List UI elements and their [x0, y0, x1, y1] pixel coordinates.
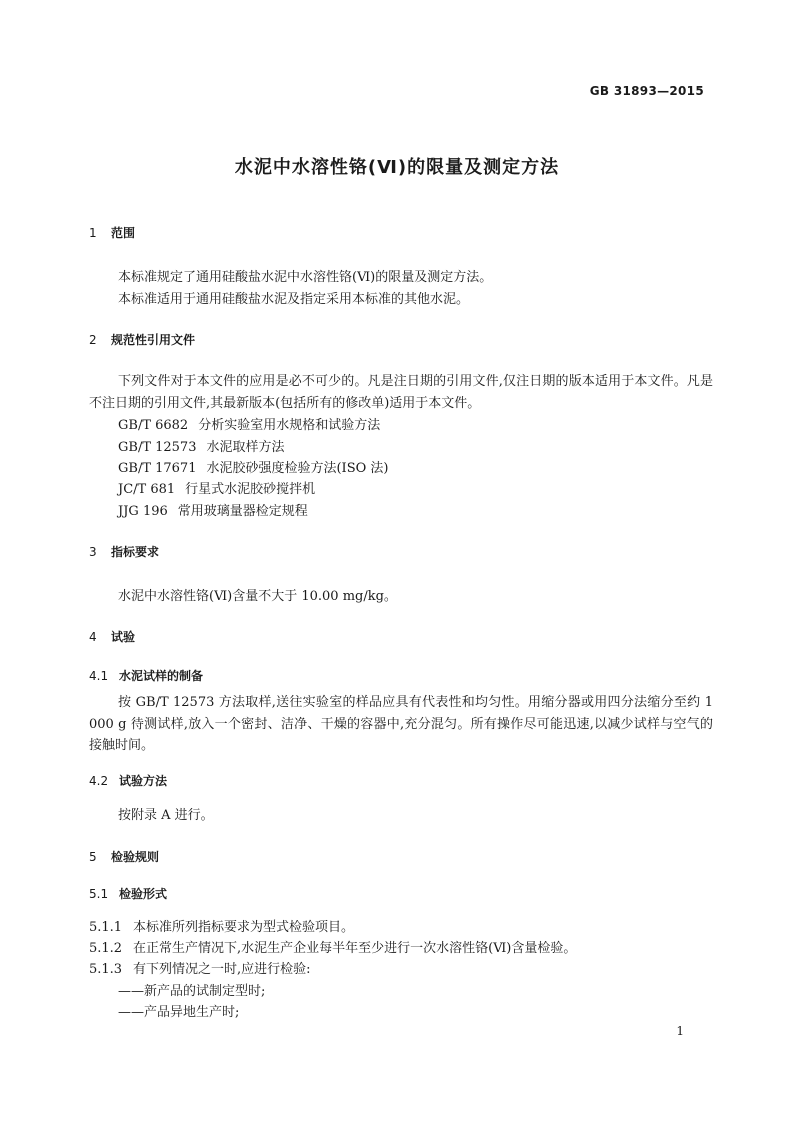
subsection-title: 检验形式 — [119, 887, 168, 901]
paragraph: 按附录 A 进行。 — [118, 808, 214, 823]
reference-code: JC/T 681 — [118, 482, 176, 497]
clause-number: 5.1.2 — [89, 941, 123, 956]
paragraph: 按 GB/T 12573 方法取样,送往实验室的样品应具有代表性和均匀性。用缩分器或用四分法缩分至约 1 000 g 待测试样,放入一个密封、洁净、干燥的容器中,充分混匀。所有操作尽可能迅速,以减少试样与空气的接触时间。 — [89, 695, 713, 753]
section-title: 指标要求 — [111, 545, 160, 559]
section-5-heading — [89, 848, 159, 865]
subsection-title: 试验方法 — [119, 774, 168, 788]
clause-number: 5.1.3 — [89, 962, 123, 977]
clause-number: 5.1.1 — [89, 920, 123, 935]
section-number: 2 — [89, 333, 97, 347]
section-number: 3 — [89, 545, 97, 559]
reference-title: 水泥胶砂强度检验方法(ISO 法) — [206, 461, 389, 476]
reference-code: GB/T 6682 — [118, 418, 189, 433]
subsection-4-1-heading — [89, 667, 203, 684]
clause-item — [89, 958, 311, 977]
reference-item — [118, 414, 380, 433]
standard-code: GB 31893—2015 — [589, 84, 704, 98]
section-1-heading — [89, 224, 135, 241]
subsection-number: 5.1 — [89, 887, 109, 901]
reference-item — [118, 478, 315, 497]
section-4-heading — [89, 628, 135, 645]
paragraph: 本标准适用于通用硅酸盐水泥及指定采用本标准的其他水泥。 — [118, 292, 470, 307]
clause-text: 有下列情况之一时,应进行检验: — [133, 962, 311, 977]
section-number: 5 — [89, 850, 97, 864]
section-3-heading — [89, 543, 159, 560]
subsection-number: 4.1 — [89, 669, 109, 683]
paragraph: 水泥中水溶性铬(Ⅵ)含量不大于 10.00 mg/kg。 — [118, 589, 397, 604]
reference-item — [118, 457, 388, 476]
section-title: 规范性引用文件 — [111, 333, 196, 347]
reference-code: GB/T 17671 — [118, 461, 197, 476]
reference-title: 常用玻璃量器检定规程 — [177, 504, 308, 519]
section-title: 范围 — [111, 226, 136, 240]
subsection-number: 4.2 — [89, 774, 109, 788]
subsection-title: 水泥试样的制备 — [119, 669, 204, 683]
section-title: 检验规则 — [111, 850, 160, 864]
section-number: 4 — [89, 630, 97, 644]
clause-item — [89, 916, 354, 935]
reference-code: GB/T 12573 — [118, 440, 197, 455]
reference-title: 分析实验室用水规格和试验方法 — [198, 418, 381, 433]
section-number: 1 — [89, 226, 97, 240]
paragraph: 下列文件对于本文件的应用是必不可少的。凡是注日期的引用文件,仅注日期的版本适用于本文件。凡是不注日期的引用文件,其最新版本(包括所有的修改单)适用于本文件。 — [89, 374, 713, 411]
subsection-5-1-heading — [89, 885, 167, 902]
reference-title: 水泥取样方法 — [206, 440, 285, 455]
reference-title: 行星式水泥胶砂搅拌机 — [185, 482, 316, 497]
reference-item — [118, 500, 308, 519]
page-number: 1 — [676, 1024, 684, 1038]
section-title: 试验 — [111, 630, 136, 644]
section-2-heading — [89, 331, 195, 348]
clause-text: 本标准所列指标要求为型式检验项目。 — [133, 920, 355, 935]
reference-code: JJG 196 — [118, 504, 168, 519]
clause-text: 在正常生产情况下,水泥生产企业每半年至少进行一次水溶性铬(Ⅵ)含量检验。 — [133, 941, 577, 956]
reference-item — [118, 436, 285, 455]
paragraph: 本标准规定了通用硅酸盐水泥中水溶性铬(Ⅵ)的限量及测定方法。 — [118, 270, 493, 285]
dash-list-item: ——产品异地生产时; — [118, 1005, 240, 1020]
dash-list-item: ——新产品的试制定型时; — [118, 984, 266, 999]
document-title: 水泥中水溶性铬(Ⅵ)的限量及测定方法 — [234, 157, 560, 178]
clause-item — [89, 937, 576, 956]
subsection-4-2-heading — [89, 772, 167, 789]
